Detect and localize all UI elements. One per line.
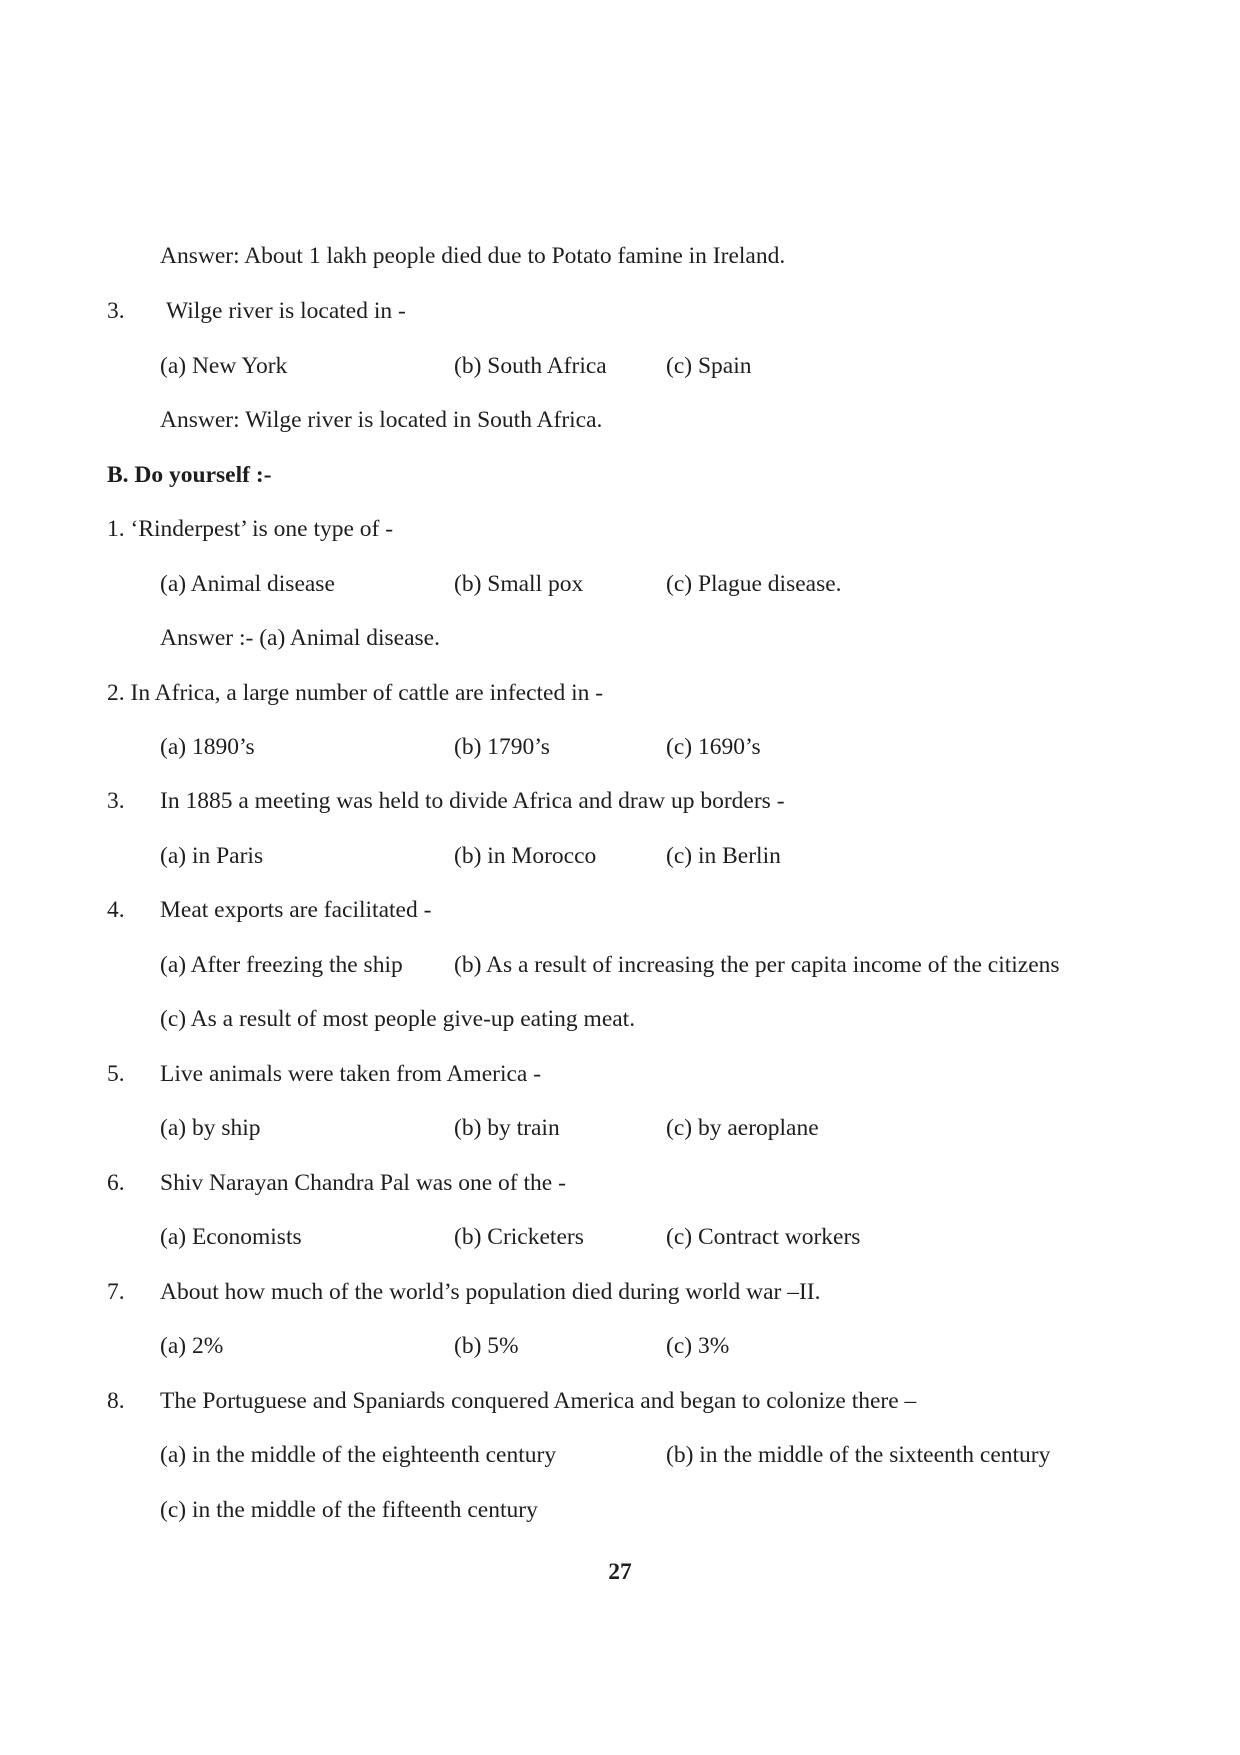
question-number: 7.: [107, 1279, 125, 1305]
question-number: 5.: [107, 1061, 125, 1087]
question-number: 4.: [107, 897, 125, 923]
option-c: (c) 3%: [666, 1333, 730, 1359]
question-text: In 1885 a meeting was held to divide Africa and draw up borders -: [160, 788, 785, 814]
option-a: (a) 1890’s: [160, 734, 255, 760]
section-heading: B. Do yourself :-: [107, 462, 272, 488]
answer-text: Answer: Wilge river is located in South Africa.: [160, 407, 603, 433]
answer-text: Answer :- (a) Animal disease.: [160, 625, 440, 651]
option-a: (a) New York: [160, 353, 288, 379]
option-c: (c) Plague disease.: [666, 571, 842, 597]
option-c: (c) in the middle of the fifteenth century: [160, 1497, 538, 1523]
question-number: 6.: [107, 1170, 125, 1196]
option-b: (b) Small pox: [454, 571, 584, 597]
option-b: (b) South Africa: [454, 353, 607, 379]
question-text: Live animals were taken from America -: [160, 1061, 542, 1087]
page-number: 27: [608, 1559, 632, 1585]
question-text: Shiv Narayan Chandra Pal was one of the -: [160, 1170, 566, 1196]
option-b: (b) Cricketers: [454, 1224, 584, 1250]
option-a: (a) Economists: [160, 1224, 302, 1250]
question-text: About how much of the world’s population died during world war –II.: [160, 1279, 821, 1305]
option-a: (a) 2%: [160, 1333, 224, 1359]
option-b: (b) in Morocco: [454, 843, 597, 869]
option-c: (c) As a result of most people give-up eating meat.: [160, 1006, 636, 1032]
question-text: Meat exports are facilitated -: [160, 897, 432, 923]
option-a: (a) Animal disease: [160, 571, 335, 597]
question-text: The Portuguese and Spaniards conquered America and began to colonize there –: [160, 1388, 917, 1414]
option-c: (c) Contract workers: [666, 1224, 861, 1250]
question-text: Wilge river is located in -: [166, 298, 406, 324]
question-text: 1. ‘Rinderpest’ is one type of -: [107, 516, 394, 542]
option-c: (c) 1690’s: [666, 734, 761, 760]
option-b: (b) As a result of increasing the per capita income of the citizens: [454, 952, 1060, 978]
option-c: (c) by aeroplane: [666, 1115, 819, 1141]
option-b: (b) by train: [454, 1115, 560, 1141]
option-b: (b) in the middle of the sixteenth century: [666, 1442, 1051, 1468]
option-c: (c) Spain: [666, 353, 752, 379]
previous-answer: Answer: About 1 lakh people died due to Potato famine in Ireland.: [160, 243, 786, 269]
question-number: 3.: [107, 788, 125, 814]
question-text: 2. In Africa, a large number of cattle are infected in -: [107, 680, 604, 706]
option-a: (a) in the middle of the eighteenth century: [160, 1442, 557, 1468]
option-a: (a) in Paris: [160, 843, 264, 869]
option-c: (c) in Berlin: [666, 843, 781, 869]
option-a: (a) After freezing the ship: [160, 952, 403, 978]
option-b: (b) 1790’s: [454, 734, 550, 760]
option-b: (b) 5%: [454, 1333, 519, 1359]
question-number: 3.: [107, 298, 125, 324]
option-a: (a) by ship: [160, 1115, 261, 1141]
question-number: 8.: [107, 1388, 125, 1414]
